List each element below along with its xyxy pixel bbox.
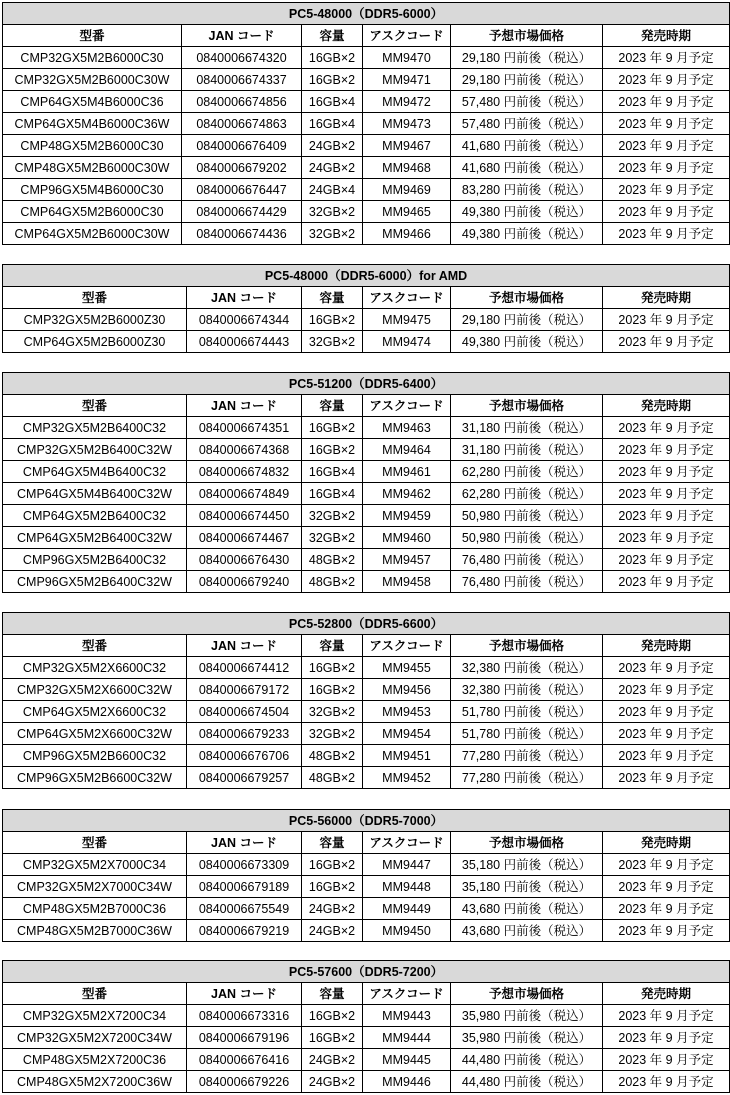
- cell-ask-code: MM9454: [363, 723, 451, 745]
- cell-model: CMP96GX5M2B6400C32W: [3, 571, 187, 593]
- header-release: 発売時期: [603, 983, 730, 1005]
- header-ask-code: アスクコード: [363, 25, 451, 47]
- cell-jan: 0840006679226: [187, 1071, 302, 1093]
- cell-price: 32,380 円前後（税込）: [451, 657, 603, 679]
- cell-capacity: 32GB×2: [302, 701, 363, 723]
- cell-capacity: 16GB×2: [302, 876, 363, 898]
- table-row: [3, 898, 730, 920]
- header-release: 発売時期: [603, 832, 730, 854]
- cell-ask-code: MM9467: [363, 135, 451, 157]
- cell-jan: 0840006674320: [182, 47, 302, 69]
- table-title: PC5-51200（DDR5-6400）: [3, 373, 730, 395]
- cell-jan: 0840006674429: [182, 201, 302, 223]
- cell-capacity: 16GB×2: [302, 69, 363, 91]
- table-row: [3, 309, 730, 331]
- table-row: [3, 179, 730, 201]
- cell-model: CMP32GX5M2X6600C32W: [3, 679, 187, 701]
- cell-ask-code: MM9463: [363, 417, 451, 439]
- cell-model: CMP32GX5M2X7000C34W: [3, 876, 187, 898]
- cell-capacity: 24GB×2: [302, 157, 363, 179]
- table-row: [3, 745, 730, 767]
- header-jan: JAN コード: [182, 25, 302, 47]
- cell-jan: 0840006679257: [187, 767, 302, 789]
- cell-jan: 0840006674443: [187, 331, 302, 353]
- cell-price: 50,980 円前後（税込）: [451, 505, 603, 527]
- cell-price: 31,180 円前後（税込）: [451, 417, 603, 439]
- cell-release: 2023 年 9 月予定: [603, 723, 730, 745]
- table-row: [3, 223, 730, 245]
- header-ask-code: アスクコード: [363, 287, 451, 309]
- cell-release: 2023 年 9 月予定: [603, 571, 730, 593]
- table-row: [3, 69, 730, 91]
- cell-ask-code: MM9457: [363, 549, 451, 571]
- cell-capacity: 16GB×2: [302, 1005, 363, 1027]
- cell-model: CMP48GX5M2B7000C36: [3, 898, 187, 920]
- cell-release: 2023 年 9 月予定: [603, 876, 730, 898]
- header-capacity: 容量: [302, 25, 363, 47]
- cell-model: CMP32GX5M2X7200C34: [3, 1005, 187, 1027]
- cell-jan: 0840006679219: [187, 920, 302, 942]
- cell-release: 2023 年 9 月予定: [603, 417, 730, 439]
- cell-capacity: 24GB×2: [302, 898, 363, 920]
- cell-capacity: 16GB×4: [302, 113, 363, 135]
- cell-jan: 0840006676447: [182, 179, 302, 201]
- cell-ask-code: MM9474: [363, 331, 451, 353]
- cell-capacity: 32GB×2: [302, 527, 363, 549]
- header-model: 型番: [3, 983, 187, 1005]
- cell-price: 51,780 円前後（税込）: [451, 723, 603, 745]
- cell-capacity: 16GB×4: [302, 91, 363, 113]
- header-capacity: 容量: [302, 983, 363, 1005]
- table-row: [3, 135, 730, 157]
- cell-jan: 0840006673316: [187, 1005, 302, 1027]
- cell-price: 49,380 円前後（税込）: [451, 201, 603, 223]
- table-row: [3, 483, 730, 505]
- cell-release: 2023 年 9 月予定: [603, 201, 730, 223]
- cell-model: CMP32GX5M2X7000C34: [3, 854, 187, 876]
- header-price: 予想市場価格: [451, 25, 603, 47]
- table-row: [3, 549, 730, 571]
- cell-ask-code: MM9460: [363, 527, 451, 549]
- table-row: [3, 91, 730, 113]
- cell-model: CMP32GX5M2X6600C32: [3, 657, 187, 679]
- cell-capacity: 32GB×2: [302, 505, 363, 527]
- cell-ask-code: MM9468: [363, 157, 451, 179]
- cell-jan: 0840006679172: [187, 679, 302, 701]
- cell-jan: 0840006679233: [187, 723, 302, 745]
- cell-model: CMP48GX5M2B6000C30: [3, 135, 182, 157]
- cell-ask-code: MM9466: [363, 223, 451, 245]
- header-jan: JAN コード: [187, 395, 302, 417]
- cell-ask-code: MM9453: [363, 701, 451, 723]
- spec-table-ddr5-6000-amd: [2, 264, 730, 353]
- cell-ask-code: MM9447: [363, 854, 451, 876]
- cell-price: 76,480 円前後（税込）: [451, 571, 603, 593]
- cell-price: 29,180 円前後（税込）: [451, 47, 603, 69]
- cell-capacity: 48GB×2: [302, 549, 363, 571]
- cell-price: 83,280 円前後（税込）: [451, 179, 603, 201]
- cell-ask-code: MM9455: [363, 657, 451, 679]
- cell-model: CMP64GX5M2B6000C30W: [3, 223, 182, 245]
- table-row: [3, 439, 730, 461]
- cell-release: 2023 年 9 月予定: [603, 1027, 730, 1049]
- cell-capacity: 32GB×2: [302, 223, 363, 245]
- cell-release: 2023 年 9 月予定: [603, 309, 730, 331]
- cell-price: 49,380 円前後（税込）: [451, 223, 603, 245]
- header-model: 型番: [3, 287, 187, 309]
- table-title: PC5-52800（DDR5-6600）: [3, 613, 730, 635]
- cell-jan: 0840006676409: [182, 135, 302, 157]
- header-jan: JAN コード: [187, 983, 302, 1005]
- cell-model: CMP64GX5M4B6000C36W: [3, 113, 182, 135]
- table-row: [3, 767, 730, 789]
- cell-release: 2023 年 9 月予定: [603, 549, 730, 571]
- cell-model: CMP32GX5M2B6000C30: [3, 47, 182, 69]
- cell-model: CMP32GX5M2X7200C34W: [3, 1027, 187, 1049]
- table-row: [3, 417, 730, 439]
- table-row: [3, 1005, 730, 1027]
- cell-release: 2023 年 9 月予定: [603, 47, 730, 69]
- cell-price: 77,280 円前後（税込）: [451, 767, 603, 789]
- header-ask-code: アスクコード: [363, 395, 451, 417]
- cell-ask-code: MM9450: [363, 920, 451, 942]
- cell-release: 2023 年 9 月予定: [603, 657, 730, 679]
- cell-ask-code: MM9461: [363, 461, 451, 483]
- table-row: [3, 854, 730, 876]
- cell-ask-code: MM9456: [363, 679, 451, 701]
- cell-model: CMP96GX5M2B6600C32W: [3, 767, 187, 789]
- header-model: 型番: [3, 635, 187, 657]
- header-ask-code: アスクコード: [363, 832, 451, 854]
- cell-ask-code: MM9443: [363, 1005, 451, 1027]
- header-model: 型番: [3, 395, 187, 417]
- header-capacity: 容量: [302, 287, 363, 309]
- cell-ask-code: MM9459: [363, 505, 451, 527]
- cell-price: 29,180 円前後（税込）: [451, 309, 603, 331]
- table-row: [3, 201, 730, 223]
- cell-jan: 0840006674504: [187, 701, 302, 723]
- cell-release: 2023 年 9 月予定: [603, 1005, 730, 1027]
- header-jan: JAN コード: [187, 287, 302, 309]
- cell-ask-code: MM9475: [363, 309, 451, 331]
- spec-table-ddr5-6600: [2, 612, 730, 789]
- table-row: [3, 1049, 730, 1071]
- spec-table-ddr5-6400: [2, 372, 730, 593]
- cell-release: 2023 年 9 月予定: [603, 331, 730, 353]
- cell-ask-code: MM9448: [363, 876, 451, 898]
- cell-model: CMP64GX5M2B6400C32W: [3, 527, 187, 549]
- cell-release: 2023 年 9 月予定: [603, 1071, 730, 1093]
- cell-jan: 0840006675549: [187, 898, 302, 920]
- cell-capacity: 48GB×2: [302, 745, 363, 767]
- header-price: 予想市場価格: [451, 395, 603, 417]
- cell-capacity: 16GB×2: [302, 439, 363, 461]
- table-title: PC5-48000（DDR5-6000）: [3, 3, 730, 25]
- cell-price: 44,480 円前後（税込）: [451, 1049, 603, 1071]
- table-row: [3, 461, 730, 483]
- cell-jan: 0840006674337: [182, 69, 302, 91]
- cell-capacity: 24GB×2: [302, 920, 363, 942]
- table-row: [3, 701, 730, 723]
- cell-price: 31,180 円前後（税込）: [451, 439, 603, 461]
- cell-capacity: 16GB×2: [302, 657, 363, 679]
- table-row: [3, 113, 730, 135]
- header-ask-code: アスクコード: [363, 983, 451, 1005]
- cell-ask-code: MM9472: [363, 91, 451, 113]
- cell-capacity: 16GB×2: [302, 417, 363, 439]
- cell-jan: 0840006674450: [187, 505, 302, 527]
- cell-capacity: 24GB×4: [302, 179, 363, 201]
- cell-ask-code: MM9465: [363, 201, 451, 223]
- cell-price: 62,280 円前後（税込）: [451, 461, 603, 483]
- header-release: 発売時期: [603, 635, 730, 657]
- table-row: [3, 679, 730, 701]
- cell-capacity: 24GB×2: [302, 1049, 363, 1071]
- cell-ask-code: MM9452: [363, 767, 451, 789]
- cell-jan: 0840006674412: [187, 657, 302, 679]
- cell-capacity: 16GB×2: [302, 47, 363, 69]
- cell-jan: 0840006674863: [182, 113, 302, 135]
- cell-release: 2023 年 9 月予定: [603, 1049, 730, 1071]
- cell-jan: 0840006676416: [187, 1049, 302, 1071]
- table-row: [3, 657, 730, 679]
- table-row: [3, 723, 730, 745]
- cell-model: CMP32GX5M2B6400C32: [3, 417, 187, 439]
- cell-model: CMP64GX5M2X6600C32W: [3, 723, 187, 745]
- cell-ask-code: MM9470: [363, 47, 451, 69]
- cell-model: CMP64GX5M4B6000C36: [3, 91, 182, 113]
- cell-model: CMP48GX5M2B7000C36W: [3, 920, 187, 942]
- cell-release: 2023 年 9 月予定: [603, 527, 730, 549]
- cell-model: CMP96GX5M2B6600C32: [3, 745, 187, 767]
- cell-jan: 0840006676706: [187, 745, 302, 767]
- cell-price: 35,980 円前後（税込）: [451, 1027, 603, 1049]
- header-price: 予想市場価格: [451, 832, 603, 854]
- cell-capacity: 16GB×2: [302, 854, 363, 876]
- cell-release: 2023 年 9 月予定: [603, 135, 730, 157]
- cell-model: CMP96GX5M2B6400C32: [3, 549, 187, 571]
- cell-ask-code: MM9451: [363, 745, 451, 767]
- cell-model: CMP64GX5M4B6400C32W: [3, 483, 187, 505]
- table-row: [3, 47, 730, 69]
- cell-capacity: 48GB×2: [302, 571, 363, 593]
- cell-price: 57,480 円前後（税込）: [451, 91, 603, 113]
- spec-table-ddr5-7200: [2, 960, 730, 1093]
- header-capacity: 容量: [302, 832, 363, 854]
- header-model: 型番: [3, 25, 182, 47]
- cell-model: CMP64GX5M2B6400C32: [3, 505, 187, 527]
- cell-capacity: 16GB×2: [302, 679, 363, 701]
- cell-release: 2023 年 9 月予定: [603, 505, 730, 527]
- cell-price: 50,980 円前後（税込）: [451, 527, 603, 549]
- cell-jan: 0840006673309: [187, 854, 302, 876]
- header-release: 発売時期: [603, 25, 730, 47]
- cell-release: 2023 年 9 月予定: [603, 91, 730, 113]
- cell-release: 2023 年 9 月予定: [603, 483, 730, 505]
- cell-model: CMP48GX5M2X7200C36W: [3, 1071, 187, 1093]
- header-release: 発売時期: [603, 287, 730, 309]
- header-release: 発売時期: [603, 395, 730, 417]
- header-price: 予想市場価格: [451, 635, 603, 657]
- cell-release: 2023 年 9 月予定: [603, 157, 730, 179]
- cell-ask-code: MM9446: [363, 1071, 451, 1093]
- cell-ask-code: MM9449: [363, 898, 451, 920]
- cell-ask-code: MM9458: [363, 571, 451, 593]
- cell-price: 41,680 円前後（税込）: [451, 135, 603, 157]
- cell-ask-code: MM9464: [363, 439, 451, 461]
- cell-release: 2023 年 9 月予定: [603, 439, 730, 461]
- cell-model: CMP48GX5M2X7200C36: [3, 1049, 187, 1071]
- table-row: [3, 1071, 730, 1093]
- header-model: 型番: [3, 832, 187, 854]
- cell-jan: 0840006674436: [182, 223, 302, 245]
- cell-price: 32,380 円前後（税込）: [451, 679, 603, 701]
- cell-release: 2023 年 9 月予定: [603, 69, 730, 91]
- cell-price: 35,180 円前後（税込）: [451, 876, 603, 898]
- cell-release: 2023 年 9 月予定: [603, 461, 730, 483]
- cell-model: CMP32GX5M2B6000C30W: [3, 69, 182, 91]
- cell-price: 41,680 円前後（税込）: [451, 157, 603, 179]
- cell-price: 49,380 円前後（税込）: [451, 331, 603, 353]
- cell-model: CMP48GX5M2B6000C30W: [3, 157, 182, 179]
- cell-ask-code: MM9473: [363, 113, 451, 135]
- cell-jan: 0840006679240: [187, 571, 302, 593]
- cell-model: CMP32GX5M2B6400C32W: [3, 439, 187, 461]
- cell-capacity: 24GB×2: [302, 135, 363, 157]
- cell-price: 44,480 円前後（税込）: [451, 1071, 603, 1093]
- cell-jan: 0840006674856: [182, 91, 302, 113]
- cell-ask-code: MM9445: [363, 1049, 451, 1071]
- table-row: [3, 331, 730, 353]
- header-price: 予想市場価格: [451, 287, 603, 309]
- table-title: PC5-48000（DDR5-6000）for AMD: [3, 265, 730, 287]
- cell-ask-code: MM9462: [363, 483, 451, 505]
- cell-release: 2023 年 9 月予定: [603, 920, 730, 942]
- cell-price: 35,980 円前後（税込）: [451, 1005, 603, 1027]
- cell-jan: 0840006674832: [187, 461, 302, 483]
- cell-price: 43,680 円前後（税込）: [451, 898, 603, 920]
- cell-release: 2023 年 9 月予定: [603, 745, 730, 767]
- cell-ask-code: MM9444: [363, 1027, 451, 1049]
- cell-release: 2023 年 9 月予定: [603, 898, 730, 920]
- cell-price: 62,280 円前後（税込）: [451, 483, 603, 505]
- table-row: [3, 571, 730, 593]
- cell-capacity: 16GB×4: [302, 483, 363, 505]
- cell-capacity: 32GB×2: [302, 331, 363, 353]
- table-row: [3, 527, 730, 549]
- cell-release: 2023 年 9 月予定: [603, 113, 730, 135]
- cell-jan: 0840006674368: [187, 439, 302, 461]
- cell-price: 29,180 円前後（税込）: [451, 69, 603, 91]
- cell-model: CMP64GX5M2B6000Z30: [3, 331, 187, 353]
- cell-jan: 0840006679202: [182, 157, 302, 179]
- cell-model: CMP64GX5M2B6000C30: [3, 201, 182, 223]
- table-row: [3, 1027, 730, 1049]
- cell-release: 2023 年 9 月予定: [603, 767, 730, 789]
- header-jan: JAN コード: [187, 832, 302, 854]
- cell-jan: 0840006674344: [187, 309, 302, 331]
- cell-price: 76,480 円前後（税込）: [451, 549, 603, 571]
- cell-release: 2023 年 9 月予定: [603, 679, 730, 701]
- cell-price: 51,780 円前後（税込）: [451, 701, 603, 723]
- cell-release: 2023 年 9 月予定: [603, 854, 730, 876]
- cell-jan: 0840006679196: [187, 1027, 302, 1049]
- cell-jan: 0840006679189: [187, 876, 302, 898]
- header-capacity: 容量: [302, 395, 363, 417]
- cell-model: CMP64GX5M2X6600C32: [3, 701, 187, 723]
- cell-price: 77,280 円前後（税込）: [451, 745, 603, 767]
- table-row: [3, 876, 730, 898]
- cell-capacity: 32GB×2: [302, 723, 363, 745]
- cell-ask-code: MM9469: [363, 179, 451, 201]
- cell-jan: 0840006676430: [187, 549, 302, 571]
- cell-capacity: 16GB×2: [302, 309, 363, 331]
- cell-model: CMP64GX5M4B6400C32: [3, 461, 187, 483]
- header-ask-code: アスクコード: [363, 635, 451, 657]
- table-row: [3, 920, 730, 942]
- cell-capacity: 16GB×4: [302, 461, 363, 483]
- cell-capacity: 32GB×2: [302, 201, 363, 223]
- header-capacity: 容量: [302, 635, 363, 657]
- cell-model: CMP32GX5M2B6000Z30: [3, 309, 187, 331]
- table-row: [3, 505, 730, 527]
- spec-table-ddr5-7000: [2, 809, 730, 942]
- table-title: PC5-56000（DDR5-7000）: [3, 810, 730, 832]
- table-title: PC5-57600（DDR5-7200）: [3, 961, 730, 983]
- cell-ask-code: MM9471: [363, 69, 451, 91]
- cell-price: 35,180 円前後（税込）: [451, 854, 603, 876]
- cell-release: 2023 年 9 月予定: [603, 701, 730, 723]
- table-row: [3, 157, 730, 179]
- cell-price: 57,480 円前後（税込）: [451, 113, 603, 135]
- cell-release: 2023 年 9 月予定: [603, 223, 730, 245]
- header-price: 予想市場価格: [451, 983, 603, 1005]
- header-jan: JAN コード: [187, 635, 302, 657]
- cell-release: 2023 年 9 月予定: [603, 179, 730, 201]
- spec-table-ddr5-6000: [2, 2, 730, 245]
- cell-jan: 0840006674467: [187, 527, 302, 549]
- cell-jan: 0840006674849: [187, 483, 302, 505]
- cell-model: CMP96GX5M4B6000C30: [3, 179, 182, 201]
- cell-jan: 0840006674351: [187, 417, 302, 439]
- cell-price: 43,680 円前後（税込）: [451, 920, 603, 942]
- cell-capacity: 48GB×2: [302, 767, 363, 789]
- cell-capacity: 24GB×2: [302, 1071, 363, 1093]
- cell-capacity: 16GB×2: [302, 1027, 363, 1049]
